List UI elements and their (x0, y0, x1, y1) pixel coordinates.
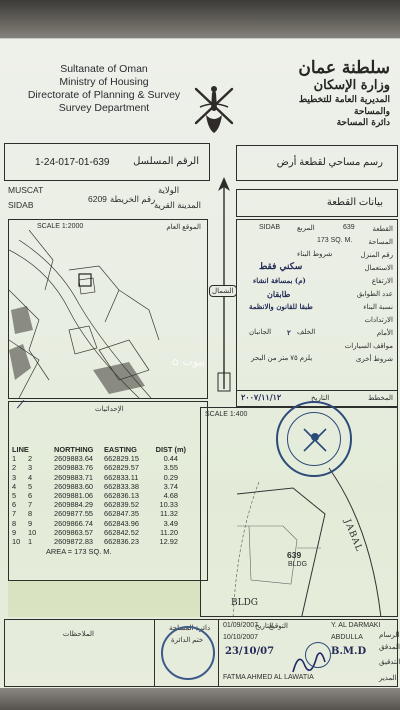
scheme-date-value: ٢٠٠٧/١١/١٢ (241, 392, 282, 402)
signatures-cell (219, 620, 399, 686)
plot-sub-label: BLDG (288, 561, 308, 568)
plot-city-value: SIDAB (259, 224, 281, 231)
lower-band (8, 581, 200, 617)
serial-box (4, 143, 210, 181)
sign-label: التوقيع (269, 623, 288, 630)
scheme-label: المخطط (367, 395, 393, 402)
col-northing: NORTHING (54, 445, 94, 454)
map-number-value: 6209 (88, 194, 107, 204)
plot-area-value: 173 SQ. M. (317, 237, 353, 244)
field-label: الاستعمال (364, 265, 393, 272)
field-label: رقم المنزل (360, 252, 393, 259)
table-row: 6 7 2609884.29 662839.52 10.33 (12, 500, 178, 510)
plot-number: 639 (287, 550, 302, 560)
document-title: رسم مساحي لقطعة أرض (276, 157, 383, 168)
official-seal-icon (276, 401, 352, 477)
plot-data-title: بيانات القطعة (326, 197, 383, 208)
row2-date: 10/10/2007 (223, 634, 259, 641)
serial-label: الرقم المسلسل (133, 156, 199, 167)
table-row: 8 9 2609866.74 662843.96 3.49 (12, 518, 178, 528)
coordinates-table (12, 445, 186, 556)
seal-cell (155, 620, 219, 686)
table-row: 2 3 2609883.76 662829.57 3.55 (12, 463, 178, 473)
floors-value: طابقان (267, 289, 291, 299)
general-map-scale: SCALE 1:2000 (37, 223, 84, 230)
serial-number: 1-24-017-01-639 (35, 157, 110, 168)
field-label: القطعة (372, 226, 393, 233)
table-row: 5 6 2609881.06 662836.13 4.68 (12, 491, 178, 501)
english-header (24, 63, 184, 115)
general-map-box (8, 219, 208, 399)
header-directorate: Directorate of Planning & Survey (27, 89, 181, 101)
header-country-ar: سلطنة عمان (298, 58, 390, 78)
header-country: Sultanate of Oman (60, 63, 148, 75)
col-dist: DIST (m) (155, 445, 186, 454)
use-value: سكني فقط (259, 262, 303, 272)
block-label: المربع (297, 225, 315, 232)
field-label: نسبة البناء (363, 304, 393, 311)
row4-name: FATMA AHMED AL LAWATIA (223, 674, 314, 681)
field-label: مواقف السيارات (344, 343, 393, 350)
header-ministry: Ministry of Housing (59, 76, 149, 88)
footer-box (4, 619, 398, 687)
plot-scale: SCALE 1:400 (205, 411, 248, 418)
table-header (12, 445, 186, 454)
plot-data-title-box (236, 189, 398, 217)
setback-back-label: الخلف (297, 329, 316, 336)
table-row: 3 4 2609883.71 662833.11 0.29 (12, 472, 178, 482)
coordinates-label: الإحداثيات (95, 406, 124, 413)
map-number-label: رقم الخريطة (110, 194, 156, 204)
col-easting: EASTING (104, 445, 137, 454)
remarks-cell (5, 620, 155, 686)
general-map-label: الموقع العام (166, 224, 201, 231)
bldg-label: BLDG (231, 598, 258, 608)
ratio-value: طبقا للقانون والانظمة (249, 302, 313, 311)
dept-seal-label: دائرة المساحة (169, 625, 211, 632)
setback-sides-label: الجانبان (249, 329, 272, 336)
other-conditions-value: يلزم ٧٥ متر من البحر (251, 355, 313, 362)
header-ministry-ar: وزارة الإسكان (313, 78, 390, 93)
row3-name: B.M.D (331, 646, 367, 657)
height-value: (م) بمسافة انشاء (253, 276, 306, 285)
photo-background-top (0, 0, 400, 42)
row1-name: Y. AL DARMAKI (331, 622, 381, 629)
location-strip (6, 185, 206, 217)
table-row: 4 5 2609883.60 662833.38 3.74 (12, 481, 178, 491)
row3-date: 23/10/07 (225, 646, 275, 657)
field-label: الأمام (376, 330, 393, 337)
header-directorate-ar: المديرية العامة للتخطيط والمساحة (298, 95, 390, 117)
wilaya-value: MUSCAT (8, 185, 44, 195)
field-label: شروط أخرى (355, 356, 393, 363)
field-label: الارتدادات (364, 317, 393, 324)
date-label: التاريخ (255, 623, 274, 630)
row2-role: المدقق (379, 644, 400, 651)
table-row: 1 2 2609883.64 662829.15 0.44 (12, 454, 178, 464)
row2-name: ABDULLA (331, 634, 363, 641)
area-total: AREA = 173 SQ. M. (46, 547, 112, 557)
seal-cell-label: ختم الدائرة (171, 637, 204, 644)
remarks-label: الملاحظات (62, 631, 94, 638)
watermark: ⌂ بيوت (172, 355, 205, 368)
small-seal-icon (305, 642, 331, 668)
date-label: التاريخ (311, 395, 330, 402)
field-label: المساحة (368, 239, 393, 246)
row3-role: التدقيق (379, 659, 400, 666)
city-value: SIDAB (8, 200, 34, 210)
footer-seal-icon (161, 626, 215, 680)
signature-mark: ⟋ (17, 400, 24, 411)
title-box (236, 145, 398, 181)
header-department-ar: دائرة المساحة (336, 118, 390, 128)
plot-data-box (236, 219, 398, 391)
city-label: المدينة القرية (154, 200, 202, 210)
photo-background-bottom (0, 688, 400, 710)
arabic-header (262, 59, 390, 129)
building-conditions-label: شروط البناء (297, 251, 333, 258)
table-row: 10 1 2609872.83 662836.23 12.92 (12, 537, 178, 547)
wilaya-label: الولاية (158, 185, 180, 195)
col-line: LINE (12, 445, 29, 454)
field-label: عدد الطوابق (356, 291, 393, 298)
table-row: 9 10 2609863.57 662842.52 11.20 (12, 527, 178, 537)
row4-role: المدير (379, 675, 397, 682)
plot-field-labels (333, 223, 393, 366)
field-label: الارتفاع (371, 278, 393, 285)
oman-emblem-icon (186, 79, 242, 137)
setback-value: ٢ (287, 328, 291, 337)
row1-role: الرسام (379, 632, 400, 639)
general-map-drawing (9, 230, 207, 398)
row1-date: 01/09/2007 (223, 622, 259, 629)
plot-block-value: 639 (343, 224, 355, 231)
survey-sheet (0, 38, 400, 690)
table-row: 7 8 2609877.55 662847.35 11.32 (12, 509, 178, 519)
watermark-text: بيوت (182, 355, 205, 368)
jabal-label: JABAL (341, 518, 364, 554)
header-department: Survey Department (58, 102, 150, 114)
north-label: الشمال (209, 285, 237, 297)
